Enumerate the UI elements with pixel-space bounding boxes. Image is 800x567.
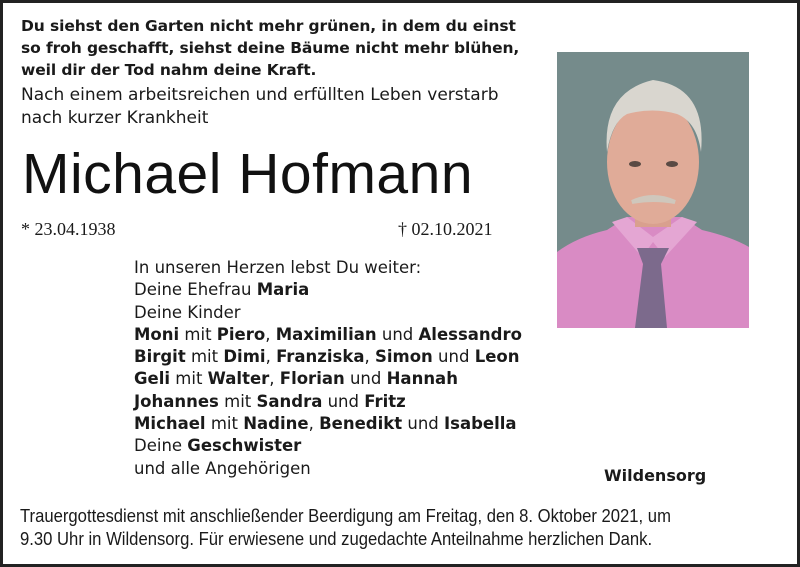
relative-name: Benedikt — [319, 414, 403, 434]
intro-text — [21, 84, 499, 130]
relative-name: Simon — [374, 347, 433, 367]
relative-name: Geschwister — [187, 436, 302, 456]
family-text: und — [344, 369, 387, 389]
family-text: , — [308, 414, 320, 434]
intro-line: nach kurzer Krankheit — [21, 108, 209, 128]
relative-name: Franziska — [276, 347, 365, 367]
family-text: Deine Kinder — [134, 302, 241, 322]
family-text: und — [376, 324, 419, 344]
family-line — [134, 391, 522, 413]
family-line — [134, 302, 522, 324]
relative-name: Sandra — [256, 391, 323, 411]
relative-name: Maximilian — [275, 324, 377, 344]
poem — [21, 15, 519, 81]
family-text: mit — [218, 391, 257, 411]
family-text: und — [432, 347, 475, 367]
relative-name: Piero — [216, 324, 266, 344]
relative-name: Maria — [256, 280, 310, 300]
relative-name: Nadine — [243, 414, 309, 434]
relative-name: Moni — [134, 324, 180, 344]
family-text: , — [265, 347, 277, 367]
place-name: Wildensorg — [604, 466, 707, 485]
funeral-info — [20, 504, 794, 550]
relative-name: Johannes — [134, 391, 219, 411]
family-text: und — [322, 391, 365, 411]
family-text: und — [402, 414, 445, 434]
death-date: † 02.10.2021 — [398, 219, 493, 239]
funeral-info-line: 9.30 Uhr in Wildensorg. Für erwiesene und zugedachte Anteilnahme herzlichen Dank. — [20, 528, 653, 549]
birth-date: * 23.04.1938 — [21, 219, 116, 239]
family-list — [134, 257, 522, 480]
poem-line: weil dir der Tod nahm deine Kraft. — [21, 61, 317, 79]
family-text: , — [265, 324, 276, 344]
family-text: , — [364, 347, 375, 367]
family-text: und alle Angehörigen — [134, 458, 311, 478]
family-line — [134, 279, 522, 301]
funeral-info-line: Trauergottesdienst mit anschließender Beerdigung am Freitag, den 8. Oktober 2021, um — [20, 505, 671, 526]
relative-name: Dimi — [223, 347, 266, 367]
family-text: Deine — [134, 436, 188, 456]
relative-name: Hannah — [386, 369, 458, 389]
deceased-name: Michael Hofmann — [22, 142, 474, 206]
family-text: mit — [205, 414, 244, 434]
relative-name: Leon — [474, 347, 520, 367]
relative-name: Fritz — [364, 391, 406, 411]
relative-name: Michael — [134, 414, 206, 434]
relative-name: Walter — [207, 369, 270, 389]
family-text: mit — [185, 347, 224, 367]
portrait-photo — [557, 52, 749, 328]
relative-name: Florian — [279, 369, 345, 389]
family-line — [134, 413, 522, 435]
poem-line: Du siehst den Garten nicht mehr grünen, in dem du einst — [21, 17, 516, 35]
family-text: , — [269, 369, 280, 389]
family-text: mit — [170, 369, 208, 389]
relative-name: Geli — [134, 369, 171, 389]
intro-line: Nach einem arbeitsreichen und erfüllten Leben verstarb — [21, 85, 499, 105]
family-line — [134, 458, 522, 480]
family-text: mit — [179, 324, 217, 344]
family-line — [134, 257, 522, 279]
family-text: Deine Ehefrau — [134, 280, 257, 300]
relative-name: Isabella — [444, 414, 517, 434]
family-line — [134, 346, 522, 368]
family-line — [134, 435, 522, 457]
family-text: In unseren Herzen lebst Du weiter: — [134, 258, 422, 277]
poem-line: so froh geschafft, siehst deine Bäume nicht mehr blühen, — [21, 39, 520, 57]
portrait-illustration — [557, 52, 749, 328]
family-line — [134, 324, 522, 346]
relative-name: Alessandro — [418, 324, 522, 344]
family-line — [134, 368, 522, 390]
relative-name: Birgit — [134, 347, 186, 367]
